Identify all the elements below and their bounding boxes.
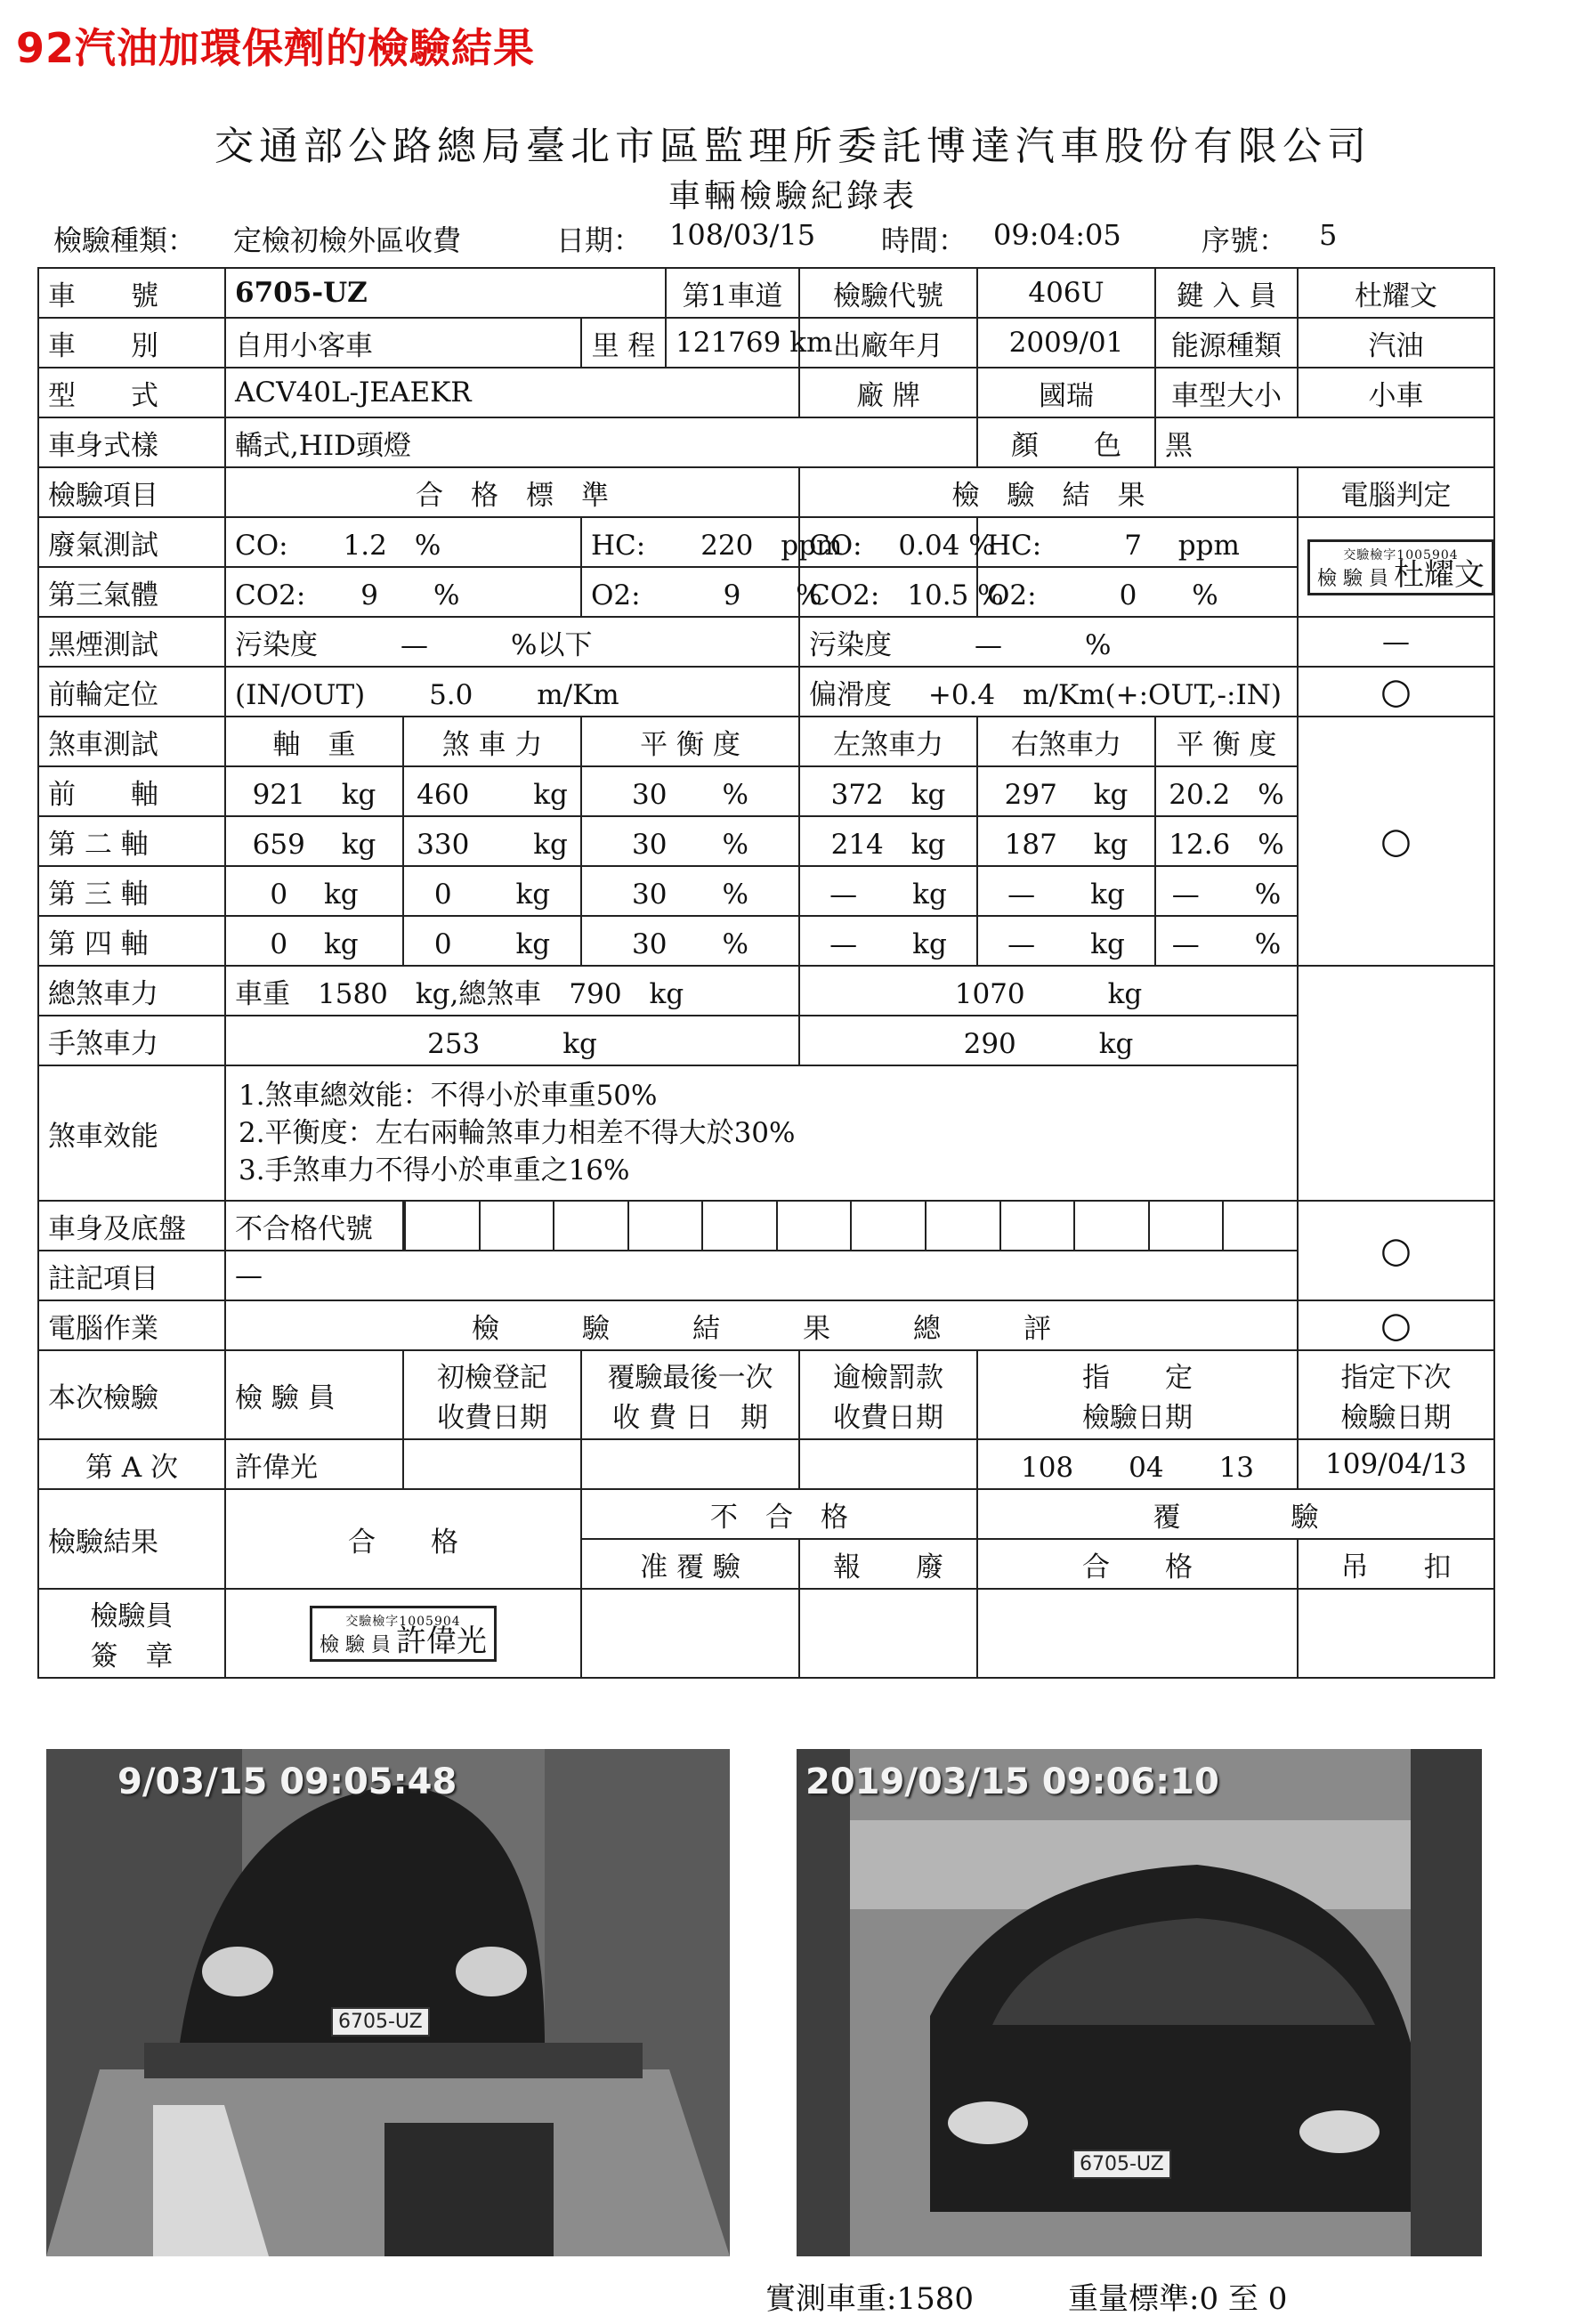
last-recheck-value	[581, 1439, 799, 1489]
brand-value: 國瑞	[977, 368, 1155, 417]
appointed-date-label	[977, 1350, 1298, 1439]
brake-balance-header: 平 衡 度	[581, 717, 799, 766]
axle-balance: 30 %	[581, 766, 799, 816]
axle-balance2: — %	[1155, 866, 1298, 916]
brake-rule-2: 2.平衡度：左右兩輪煞車力相差不得大於30%	[239, 1117, 796, 1149]
row-chassis	[38, 1201, 1494, 1251]
color-value: 黑	[1155, 417, 1494, 467]
axle-left: — kg	[799, 916, 977, 966]
co2-result: CO2: 10.5 %	[799, 567, 977, 617]
next-date-label	[1298, 1350, 1494, 1439]
axle-right: — kg	[977, 916, 1155, 966]
row-test-header	[38, 467, 1494, 517]
row-signature	[38, 1589, 1494, 1678]
mileage-label: 里 程	[581, 318, 666, 368]
last-label-line1: 覆驗最後一次	[607, 1362, 773, 1394]
result-header: 檢 驗 結 果	[799, 467, 1298, 517]
axle-balance2: 20.2 %	[1155, 766, 1298, 816]
reg-date-label	[403, 1350, 581, 1439]
axle-balance2: — %	[1155, 916, 1298, 966]
co-standard: CO: 1.2 %	[225, 517, 581, 567]
type-value: 自用小客車	[225, 318, 581, 368]
sign-stamp-serial: 交驗檢字1005904	[345, 1614, 461, 1629]
axle-right: — kg	[977, 866, 1155, 916]
axle-name: 前 軸	[38, 766, 225, 816]
lane-value: 第1車道	[666, 268, 799, 318]
inspect-type-label: 檢驗種類：	[53, 223, 197, 257]
row-type	[38, 318, 1494, 368]
model-label: 型 式	[38, 368, 225, 417]
axle-weight: 0 kg	[225, 916, 403, 966]
total-brake-label: 總煞車力	[38, 966, 225, 1016]
overdue-label-line1: 逾檢罰款	[833, 1362, 943, 1394]
result-fail: 不 合 格	[581, 1489, 977, 1539]
inspection-photo-front	[46, 1749, 730, 2256]
exhaust-label: 廢氣測試	[38, 517, 225, 567]
brake-rule-3: 3.手煞車力不得小於車重之16%	[239, 1154, 630, 1186]
row-note	[38, 1251, 1494, 1300]
photo-plate-1: 6705-UZ	[331, 2007, 430, 2037]
axle-force: 0 kg	[403, 916, 581, 966]
last-label-line2: 收 費 日 期	[612, 1402, 768, 1434]
smoke-standard: 污染度 — %以下	[225, 617, 799, 667]
co2-standard: CO2: 9 %	[225, 567, 581, 617]
this-inspection-label: 本次檢驗	[38, 1350, 225, 1439]
sign-label-line2: 簽 章	[90, 1640, 174, 1672]
fail-code-label: 不合格代號	[225, 1201, 403, 1251]
brake-balance2-header: 平 衡 度	[1155, 717, 1298, 766]
axle-right: 187 kg	[977, 816, 1155, 866]
stamp-serial: 交驗檢字1005904	[1343, 547, 1459, 563]
axle-balance: 30 %	[581, 816, 799, 866]
fuel-value: 汽油	[1298, 318, 1494, 368]
time-value: 09:04:05	[993, 218, 1121, 252]
overall-evaluation: 檢 驗 結 果 總 評	[225, 1300, 1298, 1350]
brake-efficiency-label: 煞車效能	[38, 1065, 225, 1201]
total-brake-result: 1070 kg	[799, 966, 1298, 1016]
round-value: 第 A 次	[38, 1439, 225, 1489]
row-this-inspection	[38, 1350, 1494, 1439]
scrap: 報 廢	[799, 1539, 977, 1589]
align-label: 前輪定位	[38, 667, 225, 717]
hc-result: HC: 7 ppm	[977, 517, 1298, 567]
axle-name: 第 三 軸	[38, 866, 225, 916]
overdue-label	[799, 1350, 977, 1439]
result-recheck: 覆 驗	[977, 1489, 1494, 1539]
photo-timestamp-2: 2019/03/15 09:06:10	[805, 1761, 1219, 1802]
row-result-top	[38, 1489, 1494, 1539]
model-value: ACV40L-JEAEKR	[225, 368, 799, 417]
smoke-pc: —	[1298, 617, 1494, 667]
mfg-label: 出廠年月	[799, 318, 977, 368]
sign-stamp-role: 檢 驗 員	[320, 1633, 391, 1656]
signature-label	[38, 1589, 225, 1678]
brand-label: 廠 牌	[799, 368, 977, 417]
axle-name: 第 二 軸	[38, 816, 225, 866]
row-plate	[38, 268, 1494, 318]
inspector-label: 檢 驗 員	[225, 1350, 403, 1439]
row-brake-efficiency	[38, 1065, 1494, 1201]
row-round	[38, 1439, 1494, 1489]
photo-scene-1	[46, 1749, 730, 2256]
axle-right: 297 kg	[977, 766, 1155, 816]
hand-brake-standard: 253 kg	[225, 1016, 799, 1065]
item-label: 檢驗項目	[38, 467, 225, 517]
weight-standard: 重量標準:0 至 0	[1068, 2281, 1288, 2317]
inspection-photo-side	[797, 1749, 1482, 2256]
axle-weight: 659 kg	[225, 816, 403, 866]
axle-force: 460 kg	[403, 766, 581, 816]
brake-rule-1: 1.煞車總效能：不得小於車重50%	[239, 1080, 658, 1112]
appoint-label-line2: 檢驗日期	[1082, 1402, 1193, 1434]
row-hand-brake	[38, 1016, 1494, 1065]
axle-weight: 0 kg	[225, 866, 403, 916]
signature-stamp	[310, 1606, 497, 1662]
note-label: 註記項目	[38, 1251, 225, 1300]
inspection-record-table	[37, 267, 1495, 1679]
axle-name: 第 四 軸	[38, 916, 225, 966]
smoke-result: 污染度 — %	[799, 617, 1298, 667]
brake-row	[38, 916, 1494, 966]
row-smoke	[38, 617, 1494, 667]
signature-blank-3	[977, 1589, 1298, 1678]
signature-stamp-cell	[225, 1589, 581, 1678]
result-pass: 合 格	[225, 1489, 581, 1589]
type-label: 車 別	[38, 318, 225, 368]
axle-weight: 921 kg	[225, 766, 403, 816]
photo-scene-2	[797, 1749, 1482, 2256]
pc-judge-header: 電腦判定	[1298, 467, 1494, 517]
last-recheck-label	[581, 1350, 799, 1439]
document-banner: 92汽油加環保劑的檢驗結果	[16, 24, 536, 72]
fail-code-cells	[403, 1201, 1298, 1251]
code-label: 檢驗代號	[799, 268, 977, 318]
brake-right-header: 右煞車力	[977, 717, 1155, 766]
standard-header: 合 格 標 準	[225, 467, 799, 517]
brake-row	[38, 816, 1494, 866]
brake-force-header: 煞 車 力	[403, 717, 581, 766]
computer-pc: ○	[1298, 1300, 1494, 1350]
size-value: 小車	[1298, 368, 1494, 417]
axle-left: 372 kg	[799, 766, 977, 816]
overdue-label-line2: 收費日期	[833, 1402, 943, 1434]
row-computer	[38, 1300, 1494, 1350]
inspector-stamp-cell	[1298, 517, 1494, 617]
gas3-label: 第三氣體	[38, 567, 225, 617]
date-label: 日期：	[556, 223, 643, 257]
o2-result: O2: 0 %	[977, 567, 1298, 617]
body-value: 轎式,HID頭燈	[225, 417, 977, 467]
co-result: CO: 0.04 %	[799, 517, 977, 567]
total-brake-standard: 車重 1580 kg,總煞車 790 kg	[225, 966, 799, 1016]
row-model	[38, 368, 1494, 417]
color-label: 顏 色	[977, 417, 1155, 467]
align-pc: ○	[1298, 667, 1494, 717]
axle-force: 0 kg	[403, 866, 581, 916]
next-label-line1: 指定下次	[1340, 1362, 1452, 1394]
o2-standard: O2: 9 %	[581, 567, 799, 617]
next-label-line2: 檢驗日期	[1340, 1402, 1452, 1434]
reg-label-line1: 初檢登記	[437, 1362, 547, 1394]
recheck-allowed: 准 覆 驗	[581, 1539, 799, 1589]
row-gas3	[38, 567, 1494, 617]
seq-value: 5	[1319, 218, 1338, 252]
stamp-name: 杜耀文	[1394, 556, 1485, 593]
brake-pc-blank	[1298, 966, 1494, 1201]
next-date-value: 109/04/13	[1298, 1439, 1494, 1489]
brake-row	[38, 866, 1494, 916]
entry-label: 鍵 入 員	[1155, 268, 1298, 318]
body-label: 車身式樣	[38, 417, 225, 467]
brake-axle-header: 軸 重	[225, 717, 403, 766]
mfg-value: 2009/01	[977, 318, 1155, 368]
form-title: 車輛檢驗紀錄表	[668, 178, 918, 215]
overdue-value	[799, 1439, 977, 1489]
brake-row	[38, 766, 1494, 816]
appoint-label-line1: 指 定	[1082, 1362, 1193, 1394]
row-alignment	[38, 667, 1494, 717]
hand-brake-label: 手煞車力	[38, 1016, 225, 1065]
inspector-stamp	[1307, 539, 1494, 595]
mileage-value: 121769 km	[666, 318, 799, 368]
signature-blank-4	[1298, 1589, 1494, 1678]
brake-efficiency-rules	[225, 1065, 1298, 1201]
smoke-label: 黑煙測試	[38, 617, 225, 667]
time-label: 時間：	[881, 223, 967, 257]
size-label: 車型大小	[1155, 368, 1298, 417]
photo-timestamp-1: 9/03/15 09:05:48	[117, 1761, 457, 1802]
result-label: 檢驗結果	[38, 1489, 225, 1589]
date-value: 108/03/15	[669, 218, 816, 252]
code-value: 406U	[977, 268, 1155, 318]
signature-blank-1	[581, 1589, 799, 1678]
fuel-label: 能源種類	[1155, 318, 1298, 368]
chassis-pc: ○	[1298, 1201, 1494, 1300]
seq-label: 序號：	[1202, 223, 1288, 257]
computer-label: 電腦作業	[38, 1300, 225, 1350]
row-total-brake	[38, 966, 1494, 1016]
axle-left: 214 kg	[799, 816, 977, 866]
note-value: —	[225, 1251, 1298, 1300]
signature-blank-2	[799, 1589, 977, 1678]
stamp-role: 檢 驗 員	[1317, 567, 1388, 590]
row-exhaust	[38, 517, 1494, 567]
measured-weight: 實測車重:1580	[765, 2281, 974, 2317]
align-result: 偏滑度 +0.4 m/Km(+:OUT,-:IN)	[799, 667, 1298, 717]
revoke: 吊 扣	[1298, 1539, 1494, 1589]
inspector-value: 許偉光	[225, 1439, 403, 1489]
inspect-type: 定檢初檢外區收費	[233, 223, 462, 257]
chassis-label: 車身及底盤	[38, 1201, 225, 1251]
sign-stamp-name: 許偉光	[396, 1623, 487, 1659]
reg-label-line2: 收費日期	[437, 1402, 547, 1434]
align-standard: (IN/OUT) 5.0 m/Km	[225, 667, 799, 717]
reg-date-value	[403, 1439, 581, 1489]
axle-balance2: 12.6 %	[1155, 816, 1298, 866]
plate-value: 6705-UZ	[225, 268, 666, 318]
axle-left: — kg	[799, 866, 977, 916]
sign-label-line1: 檢驗員	[90, 1600, 174, 1632]
entry-value: 杜耀文	[1298, 268, 1494, 318]
row-body	[38, 417, 1494, 467]
hand-brake-result: 290 kg	[799, 1016, 1298, 1065]
row-brake-header	[38, 717, 1494, 766]
axle-force: 330 kg	[403, 816, 581, 866]
hc-standard: HC: 220 ppm	[581, 517, 799, 567]
recheck-pass: 合 格	[977, 1539, 1298, 1589]
appointed-date-value: 108 04 13	[977, 1439, 1298, 1489]
brake-label: 煞車測試	[38, 717, 225, 766]
brake-pc: ○	[1298, 717, 1494, 966]
axle-balance: 30 %	[581, 916, 799, 966]
company-title: 交通部公路總局臺北市區監理所委託博達汽車股份有限公司	[214, 124, 1372, 169]
plate-label: 車 號	[38, 268, 225, 318]
brake-left-header: 左煞車力	[799, 717, 977, 766]
photo-plate-2: 6705-UZ	[1072, 2150, 1171, 2179]
axle-balance: 30 %	[581, 866, 799, 916]
